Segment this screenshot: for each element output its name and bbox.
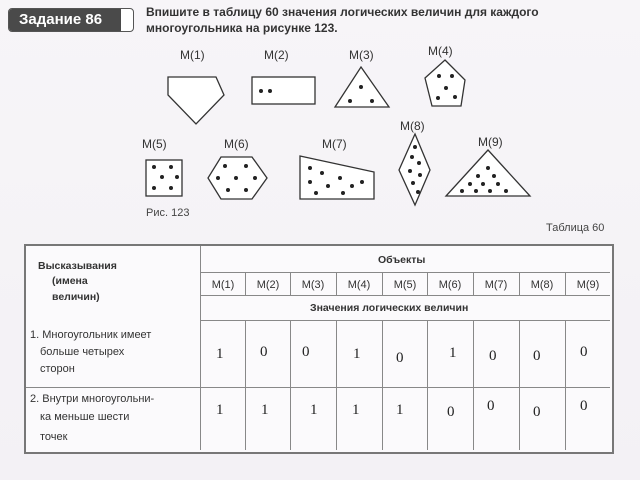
header-statements: Высказывания: [38, 260, 117, 272]
col-divider: [473, 320, 474, 450]
polygon-m1: [168, 77, 224, 124]
value-r1-m8[interactable]: 0: [533, 348, 541, 364]
column-header-m7: M(7): [484, 279, 508, 291]
shape-label-m8: M(8): [400, 119, 425, 133]
value-r2-m3[interactable]: 1: [310, 402, 318, 418]
task-line-1: Впишите в таблицу 60 значения логических величин для каждого: [146, 5, 539, 19]
task-line-2: многоугольника на рисунке 123.: [146, 21, 338, 35]
header-values: Значения логических величин: [310, 302, 469, 314]
value-r1-m1[interactable]: 1: [216, 346, 224, 362]
value-r1-m2[interactable]: 0: [260, 344, 268, 360]
polygon-m9: [446, 150, 530, 196]
col-divider: [290, 320, 291, 450]
polygon-m4: [425, 60, 465, 106]
value-r2-m4[interactable]: 1: [352, 402, 360, 418]
value-r1-m7[interactable]: 0: [489, 348, 497, 364]
shape-label-m1: M(1): [180, 48, 205, 62]
value-r2-m7[interactable]: 0: [487, 398, 495, 414]
shape-label-m5: M(5): [142, 137, 167, 151]
row-2-line-1: 2. Внутри многоугольни-: [30, 393, 155, 405]
table-caption: Таблица 60: [546, 222, 605, 234]
col-divider: [382, 320, 383, 450]
value-r1-m9[interactable]: 0: [580, 344, 588, 360]
shape-label-m3: M(3): [349, 48, 374, 62]
value-r2-m5[interactable]: 1: [396, 402, 404, 418]
col-divider: [336, 320, 337, 450]
shape-label-m7: M(7): [322, 137, 347, 151]
shape-label-m9: M(9): [478, 135, 503, 149]
header-statements-3: величин): [52, 291, 100, 303]
column-header-m6: M(6): [438, 279, 462, 291]
shape-label-m4: M(4): [428, 44, 453, 58]
col-divider: [565, 320, 566, 450]
row-2-line-2: ка меньше шести: [40, 411, 130, 423]
task-label: Задание 86: [9, 9, 121, 31]
value-r1-m6[interactable]: 1: [449, 345, 457, 361]
value-r1-m4[interactable]: 1: [353, 346, 361, 362]
divider-rows: [26, 387, 610, 388]
row-1-line-1: 1. Многоугольник имеет: [30, 329, 152, 341]
divider-values: [200, 320, 610, 321]
divider-objects: [200, 272, 610, 273]
value-r2-m6[interactable]: 0: [447, 404, 455, 420]
shape-label-m6: M(6): [224, 137, 249, 151]
column-header-m9: M(9): [576, 279, 600, 291]
value-r2-m2[interactable]: 1: [261, 402, 269, 418]
row-1-line-3: сторон: [40, 363, 75, 375]
value-r2-m1[interactable]: 1: [216, 402, 224, 418]
column-header-m4: M(4): [347, 279, 371, 291]
value-r2-m8[interactable]: 0: [533, 404, 541, 420]
col-divider: [245, 320, 246, 450]
divider-columns: [200, 295, 610, 296]
column-header-m3: M(3): [301, 279, 325, 291]
figure-caption: Рис. 123: [146, 207, 190, 219]
polygon-m7: [300, 156, 374, 199]
row-2-line-3: точек: [40, 431, 68, 443]
value-r1-m5[interactable]: 0: [396, 350, 404, 366]
value-r2-m9[interactable]: 0: [580, 398, 588, 414]
col-divider: [427, 320, 428, 450]
shape-label-m2: M(2): [264, 48, 289, 62]
divider-statements: [200, 246, 201, 450]
column-header-m2: M(2): [256, 279, 280, 291]
column-header-m8: M(8): [530, 279, 554, 291]
header-statements-2: (имена: [52, 275, 88, 287]
header-objects: Объекты: [378, 254, 426, 266]
row-1-line-2: больше четырех: [40, 346, 125, 358]
value-r1-m3[interactable]: 0: [302, 344, 310, 360]
col-divider: [519, 320, 520, 450]
column-header-m1: M(1): [211, 279, 235, 291]
column-header-m5: M(5): [393, 279, 417, 291]
polygon-m8: [399, 134, 430, 205]
